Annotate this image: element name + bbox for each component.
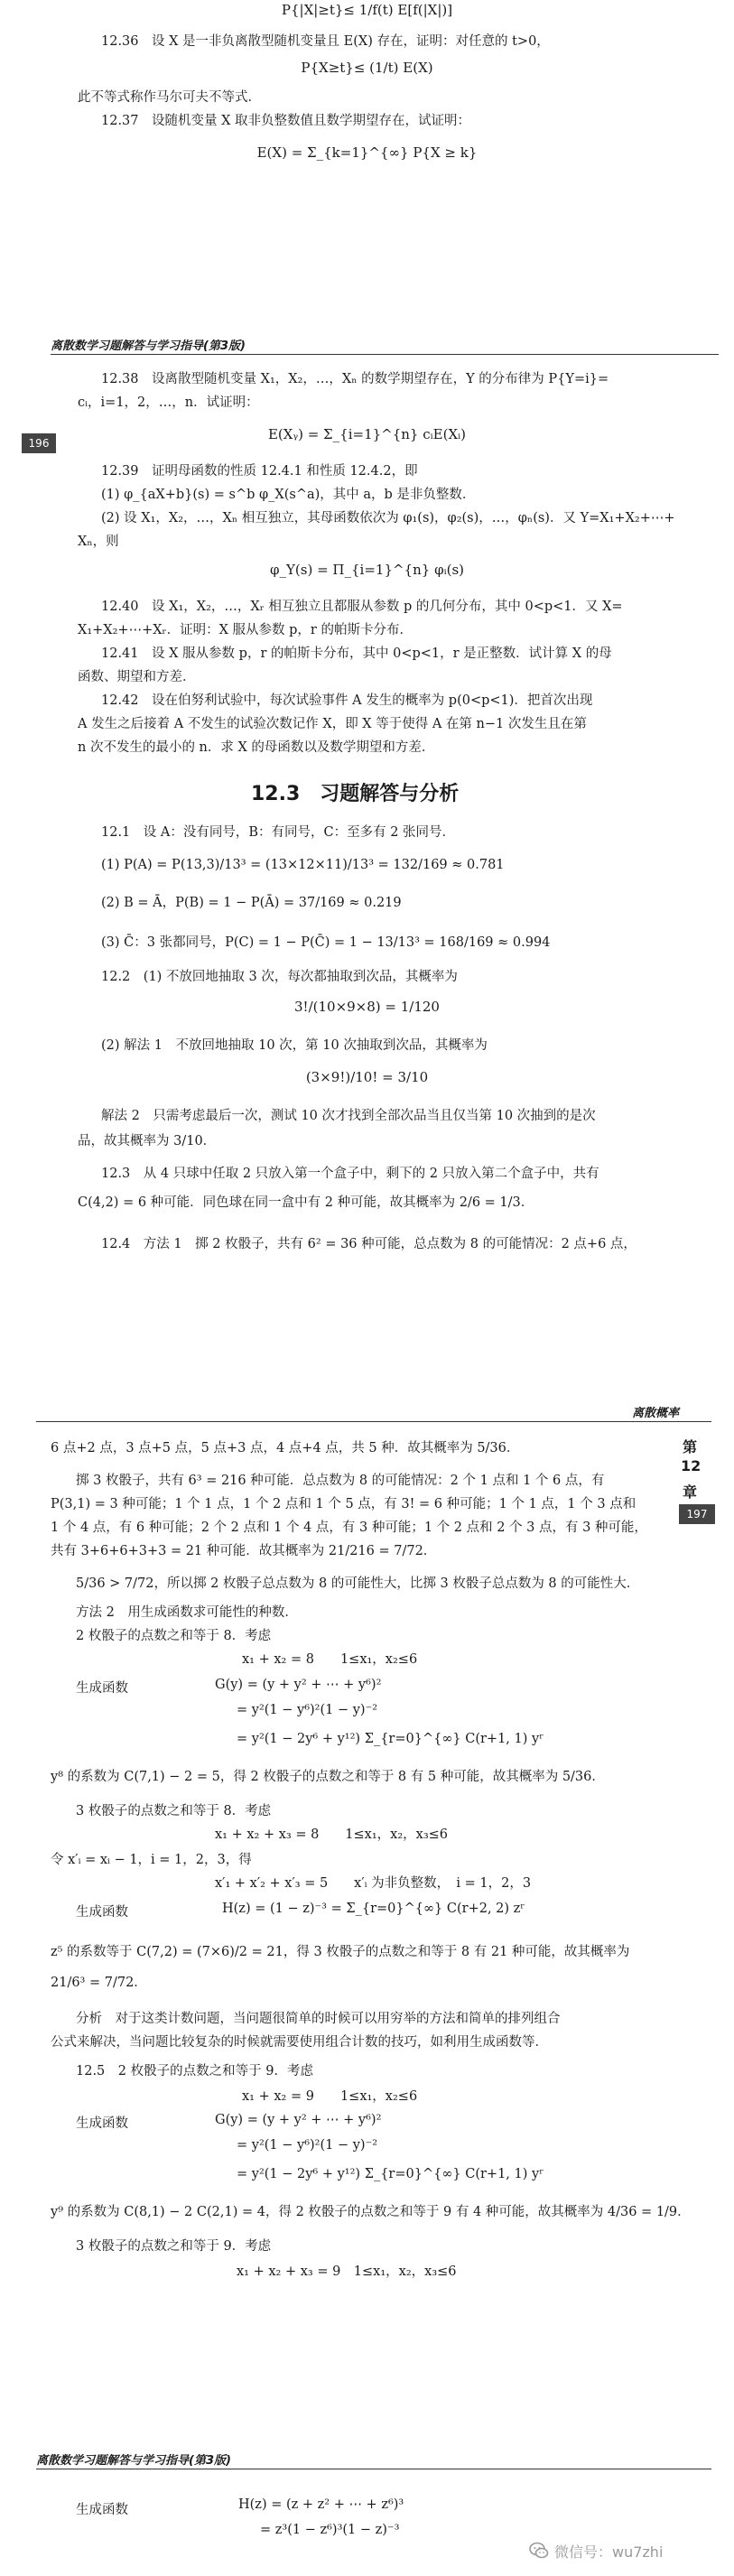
paragraph: 掷 3 枚骰子，共有 6³ = 216 种可能．总点数为 8 的可能情况：2 个 1 点和 1 个 6 点，有 [76, 1474, 605, 1488]
running-header: 离散数学习题解答与学习指导(第3版) [51, 339, 246, 353]
paragraph: 方法 2 用生成函数求可能性的种数． [76, 1605, 298, 1620]
formula: x₁ + x₂ = 9 1≤x₁，x₂≤6 [242, 2089, 418, 2104]
paragraph: 函数、期望和方差． [78, 670, 196, 684]
formula: φ_Y(s) = Π_{i=1}^{n} φᵢ(s) [270, 562, 464, 578]
paragraph: A 发生之后接着 A 不发生的试验次数记作 X，即 X 等于使得 A 在第 n−1 次发生且在第 [78, 717, 587, 731]
page-number: 196 [22, 433, 56, 453]
chapter-label: 第 [683, 1438, 698, 1455]
formula: H(z) = (z + z² + ⋯ + z⁶)³ [238, 2497, 404, 2512]
solution-12-1: 12.1 设 A：没有同号，B：有同号，C：至多有 2 张同号． [101, 825, 456, 840]
label: 生成函数 [76, 1905, 128, 1920]
running-header: 离散概率 [632, 1407, 680, 1420]
paragraph: 6 点+2 点，3 点+5 点，5 点+3 点，4 点+4 点，共 5 种．故其概率为 5/36． [51, 1441, 520, 1455]
formula: (2) B = Ā，P(B) = 1 − P(Ā) = 37/169 ≈ 0.219 [101, 896, 402, 910]
formula: = y²(1 − 2y⁶ + y¹²) Σ_{r=0}^{∞} C(r+1, 1) yʳ [237, 2167, 544, 2181]
paragraph: 解法 2 只需考虑最后一次，测试 10 次才找到全部次品当且仅当第 10 次抽到的是次 [101, 1109, 596, 1123]
exercise-12-39: 12.39 证明母函数的性质 12.4.1 和性质 12.4.2，即 [101, 464, 418, 479]
exercise-12-38: 12.38 设离散型随机变量 X₁，X₂，…，Xₙ 的数学期望存在，Y 的分布律为 P{Y=i}= [101, 372, 609, 386]
watermark-text: 微信号：wu7zhi [554, 2543, 664, 2561]
paragraph: (2) 解法 1 不放回地抽取 10 次，第 10 次抽取到次品，其概率为 [101, 1038, 488, 1053]
formula: x₁ + x₂ = 8 1≤x₁，x₂≤6 [242, 1652, 418, 1667]
header-rule [36, 1421, 711, 1422]
paragraph: 3 枚骰子的点数之和等于 9．考虑 [76, 2239, 272, 2254]
solution-12-2: 12.2 (1) 不放回地抽取 3 次，每次都抽取到次品，其概率为 [101, 970, 458, 984]
formula: (3) C̄：3 张都同号，P(C) = 1 − P(C̄) = 1 − 13/13³ = 168/169 ≈ 0.994 [101, 935, 551, 950]
paragraph: 公式来解决，当问题比较复杂的时候就需要使用组合计数的技巧，如利用生成函数等． [51, 2035, 548, 2050]
formula: = y²(1 − 2y⁶ + y¹²) Σ_{r=0}^{∞} C(r+1, 1) yʳ [237, 1732, 544, 1746]
formula: E(X) = Σ_{k=1}^{∞} P{X ≥ k} [256, 144, 478, 161]
page-number: 197 [679, 1504, 715, 1524]
formula: x₁ + x₂ + x₃ = 9 1≤x₁，x₂，x₃≤6 [237, 2264, 457, 2279]
label: 生成函数 [76, 1681, 128, 1696]
paragraph: 品，故其概率为 3/10． [78, 1134, 217, 1149]
paragraph: z⁵ 的系数等于 C(7,2) = (7×6)/2 = 21，得 3 枚骰子的点数之和等于 8 有 21 种可能，故其概率为 [51, 1945, 630, 1959]
chapter-label: 章 [683, 1483, 698, 1501]
paragraph: 分析 对于这类计数问题，当问题很简单的时候可以用穷举的方法和简单的排列组合 [76, 2012, 561, 2026]
paragraph: y⁸ 的系数为 C(7,1) − 2 = 5，得 2 枚骰子的点数之和等于 8 有 5 种可能，故其概率为 5/36． [51, 1770, 605, 1784]
exercise-12-36: 12.36 设 X 是一非负离散型随机变量且 E(X) 存在，证明：对任意的 t>0， [101, 34, 550, 49]
wechat-icon [529, 2541, 549, 2561]
formula: = z³(1 − z⁶)³(1 − z)⁻³ [260, 2523, 400, 2537]
formula: (1) P(A) = P(13,3)/13³ = (13×12×11)/13³ = 132/169 ≈ 0.781 [101, 858, 505, 872]
paragraph: cᵢ，i=1，2，…，n．试证明： [78, 395, 259, 410]
paragraph: (2) 设 X₁，X₂，…，Xₙ 相互独立，其母函数依次为 φ₁(s)，φ₂(s)，…，φₙ(s)．又 Y=X₁+X₂+⋯+ [101, 511, 675, 525]
formula: x₁ + x₂ + x₃ = 8 1≤x₁，x₂，x₃≤6 [215, 1827, 449, 1842]
paragraph: C(4,2) = 6 种可能．同色球在同一盒中有 2 种可能，故其概率为 2/6 = 1/3． [78, 1195, 534, 1210]
paragraph: 共有 3+6+6+3+3 = 21 种可能．故其概率为 21/216 = 7/72． [51, 1544, 437, 1558]
formula: P{|X|≥t}≤ 1/f(t) E[f(|X|)] [281, 2, 453, 18]
paragraph: Xₙ，则 [78, 535, 119, 549]
formula: (3×9!)/10! = 3/10 [305, 1069, 429, 1085]
section-title: 12.3 习题解答与分析 [251, 783, 460, 805]
formula: P{X≥t}≤ (1/t) E(X) [301, 60, 433, 76]
paragraph: (1) φ_{aX+b}(s) = s^b φ_X(s^a)，其中 a，b 是非负整数． [101, 488, 476, 502]
solution-12-4: 12.4 方法 1 掷 2 枚骰子，共有 6² = 36 种可能，总点数为 8 的可能情况：2 点+6 点， [101, 1237, 636, 1251]
formula: x′₁ + x′₂ + x′₃ = 5 x′ᵢ 为非负整数， i = 1，2，3 [215, 1876, 532, 1891]
solution-12-3: 12.3 从 4 只球中任取 2 只放入第一个盒子中，剩下的 2 只放入第二个盒子中，共有 [101, 1167, 599, 1181]
formula: G(y) = (y + y² + ⋯ + y⁶)² [215, 1678, 382, 1692]
label: 生成函数 [76, 2503, 128, 2517]
formula: G(y) = (y + y² + ⋯ + y⁶)² [215, 2113, 382, 2127]
formula: = y²(1 − y⁶)²(1 − y)⁻² [237, 1703, 378, 1717]
paragraph: y⁹ 的系数为 C(8,1) − 2 C(2,1) = 4，得 2 枚骰子的点数之和等于 9 有 4 种可能，故其概率为 4/36 = 1/9． [51, 2205, 691, 2219]
formula: = y²(1 − y⁶)²(1 − y)⁻² [237, 2138, 378, 2153]
formula: E(Xᵧ) = Σ_{i=1}^{n} cᵢE(Xᵢ) [267, 426, 467, 442]
exercise-12-42: 12.42 设在伯努利试验中，每次试验事件 A 发生的概率为 p(0<p<1)．把首次出现 [101, 693, 593, 708]
formula: H(z) = (1 − z)⁻³ = Σ_{r=0}^{∞} C(r+2, 2) zʳ [222, 1902, 525, 1916]
paragraph: 此不等式称作马尔可夫不等式． [78, 90, 261, 105]
chapter-label: 12 [681, 1457, 701, 1474]
solution-12-5: 12.5 2 枚骰子的点数之和等于 9．考虑 [76, 2064, 313, 2078]
paragraph: X₁+X₂+⋯+Xᵣ．证明：X 服从参数 p，r 的帕斯卡分布． [78, 623, 413, 637]
exercise-12-37: 12.37 设随机变量 X 取非负整数值且数学期望存在，试证明： [101, 114, 471, 128]
running-header: 离散数学习题解答与学习指导(第3版) [36, 2454, 231, 2468]
paragraph: 1 个 4 点，有 6 种可能；2 个 2 点和 1 个 4 点，有 3 种可能；1 个 2 点和 2 个 3 点，有 3 种可能， [51, 1520, 647, 1535]
paragraph: 2 枚骰子的点数之和等于 8．考虑 [76, 1629, 272, 1643]
formula: 3!/(10×9×8) = 1/120 [294, 999, 440, 1015]
paragraph: 21/6³ = 7/72． [51, 1976, 147, 1990]
exercise-12-41: 12.41 设 X 服从参数 p，r 的帕斯卡分布，其中 0<p<1，r 是正整数．试计算 X 的母 [101, 646, 612, 661]
label: 生成函数 [76, 2116, 128, 2131]
paragraph: 3 枚骰子的点数之和等于 8．考虑 [76, 1804, 272, 1818]
paragraph: 令 x′ᵢ = xᵢ − 1，i = 1，2，3，得 [51, 1853, 252, 1867]
paragraph: 5/36 > 7/72，所以掷 2 枚骰子总点数为 8 的可能性大，比掷 3 枚骰子总点数为 8 的可能性大． [76, 1576, 640, 1591]
paragraph: n 次不发生的最小的 n．求 X 的母函数以及数学期望和方差． [78, 740, 435, 755]
exercise-12-40: 12.40 设 X₁，X₂，…，Xᵣ 相互独立且都服从参数 p 的几何分布，其中 0<p<1．又 X= [101, 600, 623, 614]
paragraph: P(3,1) = 3 种可能；1 个 1 点，1 个 2 点和 1 个 5 点，有 3! = 6 种可能；1 个 1 点，1 个 3 点和 [51, 1497, 636, 1511]
